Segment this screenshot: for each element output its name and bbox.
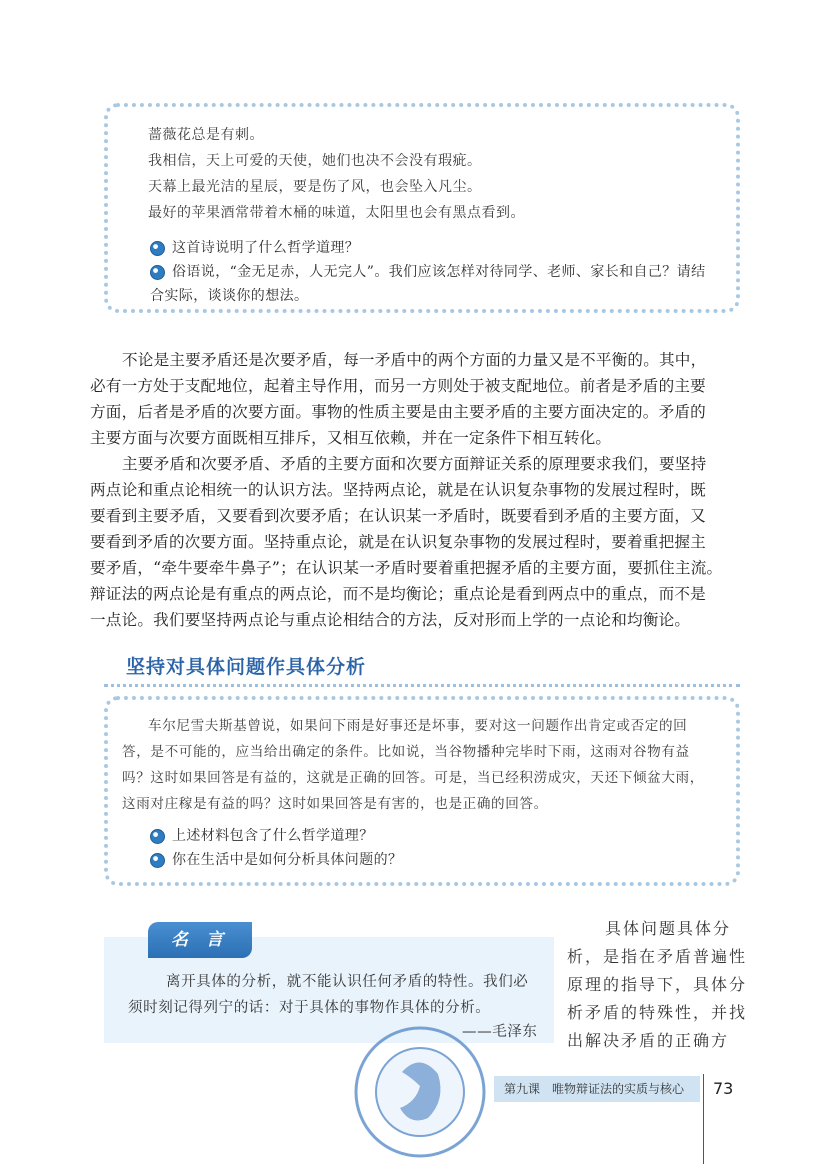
question-bullet-icon [150,829,165,844]
body-line: 方面，后者是矛盾的次要方面。事物的性质主要是由主要矛盾的主要方面决定的。矛盾的 [90,403,706,421]
section-divider [104,684,740,687]
section-title: 坚持对具体问题作具体分析 [126,656,367,678]
side-line: 原理的指导下，具体分 [567,975,748,994]
body-line: 要看到矛盾的次要方面。坚持重点论，就是在认识复杂事物的发展过程时，要着重把握主 [90,533,706,551]
side-line: 析矛盾的特殊性，并找 [567,1003,748,1022]
poem-line: 最好的苹果酒常带着木桶的味道，太阳里也会有黑点看到。 [148,205,525,221]
poem-line: 蔷薇花总是有刺。 [148,127,264,143]
question-text-continued: 合实际，谈谈你的想法。 [150,288,309,304]
body-line: 主要方面与次要方面既相互排斥，又相互依赖，并在一定条件下相互转化。 [90,429,612,447]
body-line: 辩证法的两点论是有重点的两点论，而不是均衡论；重点论是看到两点中的重点，而不是 [90,585,706,603]
question-text: 上述材料包含了什么哲学道理？ [172,828,374,844]
material-line: 这雨对庄稼是有益的吗？这时如果回答是有害的，也是正确的回答。 [122,796,548,812]
body-line: 两点论和重点论相统一的认识方法。坚持两点论，就是在认识复杂事物的发展过程时，既 [90,481,706,499]
question-bullet-icon [150,853,165,868]
quote-tab-label: 名 言 [148,922,252,958]
body-line: 必有一方处于支配地位，起着主导作用，而另一方则处于被支配地位。前者是矛盾的主要 [90,377,706,395]
body-line: 一点论。我们要坚持两点论与重点论相结合的方法，反对形而上学的一点论和均衡论。 [90,611,691,629]
quote-attribution: ——毛泽东 [462,1024,538,1040]
body-line: 要矛盾，“牵牛要牵牛鼻子”；在认识某一矛盾时要着重把握矛盾的主要方面，要抓住主流。 [90,559,723,577]
poem-line: 我相信，天上可爱的天使，她们也决不会没有瑕疵。 [148,153,482,169]
quote-line: 须时刻记得列宁的话：对于具体的事物作具体的分析。 [128,1000,491,1016]
body-line: 要看到主要矛盾，又要看到次要矛盾；在认识某一矛盾时，既要看到矛盾的主要方面，又 [90,507,706,525]
question-text: 俗语说，“金无足赤，人无完人”。我们应该怎样对待同学、老师、家长和自己？请结 [172,264,706,280]
poem-line: 天幕上最光洁的星辰，要是伤了风，也会坠入凡尘。 [148,179,482,195]
material-line: 吗？这时如果回答是有益的，这就是正确的回答。可是，当已经积涝成灾，天还下倾盆大雨， [122,770,704,786]
question-text: 你在生活中是如何分析具体问题的？ [172,852,403,868]
watermark-seal [350,1022,490,1162]
question-bullet-icon [150,265,165,280]
body-line: 主要矛盾和次要矛盾、矛盾的主要方面和次要方面辩证关系的原理要求我们，要坚持 [122,455,707,473]
question-text: 这首诗说明了什么哲学道理？ [172,240,360,256]
side-line: 具体问题具体分 [605,919,732,938]
material-line: 车尔尼雪夫斯基曾说，如果问下雨是好事还是坏事，要对这一问题作出肯定或否定的回 [148,718,688,734]
quote-line: 离开具体的分析，就不能认识任何矛盾的特性。我们必 [166,974,529,990]
footer-divider [703,1074,704,1164]
material-line: 答，是不可能的，应当给出确定的条件。比如说，当谷物播种完毕时下雨，这雨对谷物有益 [122,744,690,760]
page-number: 73 [713,1079,734,1098]
side-line: 出解决矛盾的正确方 [567,1031,730,1050]
chapter-footer: 第九课 唯物辩证法的实质与核心 [494,1076,700,1102]
body-line: 不论是主要矛盾还是次要矛盾，每一矛盾中的两个方面的力量又是不平衡的。其中， [122,351,707,369]
side-line: 析，是指在矛盾普遍性 [567,947,748,966]
question-bullet-icon [150,241,165,256]
